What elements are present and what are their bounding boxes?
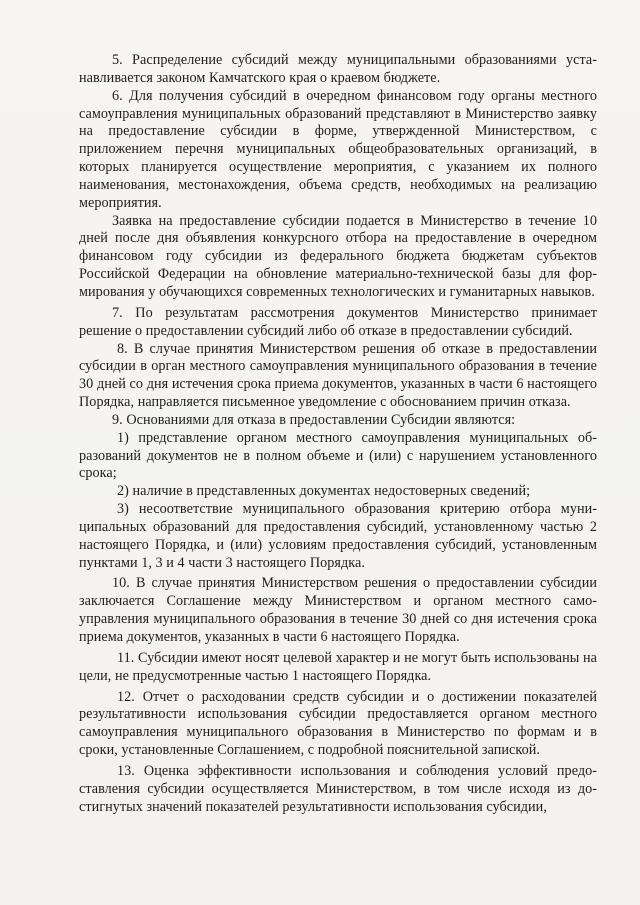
list-item-2: 2) наличие в представленных документах недостоверных сведений; <box>117 483 531 500</box>
paragraph-12: 12. Отчет о расходовании средств субсидии и о достижении показателей результативности использования субсидии предоставляется органом местного самоуправления муниципального образования в Министерство по формам и в сроки, установленные Соглашением, с подробной пояснительной запиской. <box>79 688 597 759</box>
list-item-3: 3) несоответствие муниципального образования критерию отбора муниципальных образований для предоставления субсидий, установленному частью 2 настоящего Порядка, и (или) условиям предоставления субсидий, установленным пунктами 1, 3 и 4 части 3 настоящего Порядка. <box>79 501 597 571</box>
document-body <box>79 52 597 816</box>
list-item-1: 1) представление органом местного самоуправления муниципальных образований документов не в полном объеме и (или) с нарушением установленного срока; <box>79 429 597 482</box>
paragraph-5: 5. Распределение субсидий между муниципальными образованиями устанавливается законом Камчатского края о краевом бюджете. <box>79 52 597 86</box>
paragraph-13: 13. Оценка эффективности использования и соблюдения условий предоставления субсидии осуществляется Министерством, в том числе исходя из достигнутых значений показателей результативности использования субсидии, <box>79 762 597 815</box>
paragraph-11: 11. Субсидии имеют носят целевой характер и не могут быть использованы на цели, не предусмотренные частью 1 настоящего Порядка. <box>79 649 597 684</box>
paragraph-7: 7. По результатам рассмотрения документов Министерство принимает решение о предоставлении субсидий либо об отказе в предоставлении субсидий. <box>79 304 597 339</box>
paragraph-6: 6. Для получения субсидий в очередном финансовом году органы местного самоуправления муниципальных образований представляют в Министерство заявку на предоставление субсидии в форме, утвержденной Министерством, с приложением перечня муниципальных общеобразовательных организаций, в которых планируется осуществление мероприятия, с указанием их полного наименования, местонахождения, объема средств, необходимых на реализацию мероприятия. <box>79 87 597 211</box>
paragraph-8: 8. В случае принятия Министерством решения об отказе в предоставлении субсидии в орган местного самоуправления муниципального образования в течение 30 дней со дня истечения срока приема документов, указанных в части 6 настоящего Порядка, направляется письменное уведомление с обоснованием причин отказа. <box>79 340 597 411</box>
paragraph-9: 9. Основаниями для отказа в предоставлении Субсидии являются: <box>112 411 516 428</box>
paragraph-6-application: Заявка на предоставление субсидии подается в Министерство в течение 10 дней после дня объявления конкурсного отбора на предоставление в очередном финансовом году субсидии из федерального бюджета бюджетам субъектов Российской Федерации на обновление материально-технической базы для формирования у обучающихся современных технологических и гуманитарных навыков. <box>79 212 597 300</box>
paragraph-10: 10. В случае принятия Министерством решения о предоставлении субсидии заключается Соглашение между Министерством и органом местного самоуправления муниципального образования в течение 30 дней со дня истечения срока приема документов, указанных в части 6 настоящего Порядка. <box>79 575 597 645</box>
